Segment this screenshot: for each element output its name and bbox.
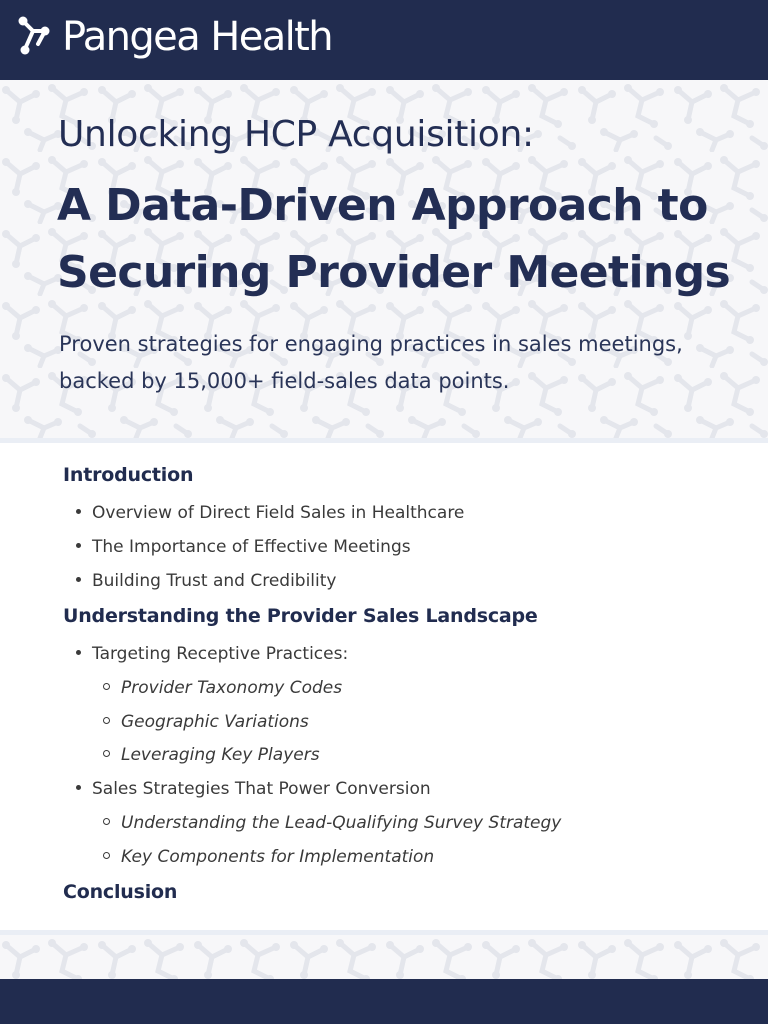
toc-item	[76, 537, 411, 557]
header-bar	[0, 0, 768, 80]
toc-subitem-label: Key Components for Implementation	[121, 847, 435, 867]
footer-background-pattern	[0, 935, 768, 979]
toc-subitem	[103, 678, 342, 698]
bullet-dot-icon	[76, 577, 81, 582]
hero-section	[0, 80, 768, 440]
bullet-dot-icon	[76, 509, 81, 514]
bullet-dot-icon	[76, 650, 81, 655]
bullet-ring-icon	[103, 852, 110, 859]
hero-description-line-2: backed by 15,000+ field-sales data points.	[59, 369, 510, 393]
hero-title-line-2: Securing Provider Meetings	[57, 247, 731, 298]
bullet-dot-icon	[76, 543, 81, 548]
hero-description-line-1: Proven strategies for engaging practices in sales meetings,	[59, 332, 683, 356]
toc-item	[76, 644, 348, 664]
bullet-ring-icon	[103, 717, 110, 724]
toc-heading-introduction: Introduction	[63, 464, 194, 486]
toc-subitem-label: Provider Taxonomy Codes	[121, 678, 343, 698]
toc-heading-landscape: Understanding the Provider Sales Landscape	[63, 605, 538, 627]
pangea-logo-icon	[16, 14, 52, 58]
toc-item	[76, 779, 431, 799]
hero-title	[57, 172, 747, 306]
bullet-ring-icon	[103, 818, 110, 825]
toc-subitem-label: Geographic Variations	[121, 712, 309, 732]
toc-heading-conclusion: Conclusion	[63, 881, 178, 903]
toc-item-label: Overview of Direct Field Sales in Healthcare	[92, 503, 465, 523]
footer-bar	[0, 979, 768, 1024]
toc-item	[76, 503, 464, 523]
bullet-ring-icon	[103, 750, 110, 757]
toc-item-label: Targeting Receptive Practices:	[92, 644, 349, 664]
footer-pattern	[0, 935, 768, 979]
toc-item	[76, 571, 336, 591]
toc-subitem	[103, 712, 309, 732]
bullet-dot-icon	[76, 785, 81, 790]
toc-subitem	[103, 813, 561, 833]
hero-description	[59, 326, 739, 400]
brand-name: Pangea Health	[62, 14, 332, 60]
toc-subitem	[103, 745, 320, 765]
toc-item-label: Building Trust and Credibility	[92, 571, 337, 591]
hero-title-line-1: A Data-Driven Approach to	[57, 180, 708, 231]
hero-subtitle: Unlocking HCP Acquisition:	[58, 114, 534, 155]
table-of-contents	[0, 444, 768, 930]
toc-subitem-label: Leveraging Key Players	[121, 745, 320, 765]
toc-subitem	[103, 847, 434, 867]
toc-item-label: Sales Strategies That Power Conversion	[92, 779, 431, 799]
hero-divider	[0, 438, 768, 443]
toc-item-label: The Importance of Effective Meetings	[92, 537, 411, 557]
toc-subitem-label: Understanding the Lead-Qualifying Survey Strategy	[121, 813, 562, 833]
bullet-ring-icon	[103, 683, 110, 690]
